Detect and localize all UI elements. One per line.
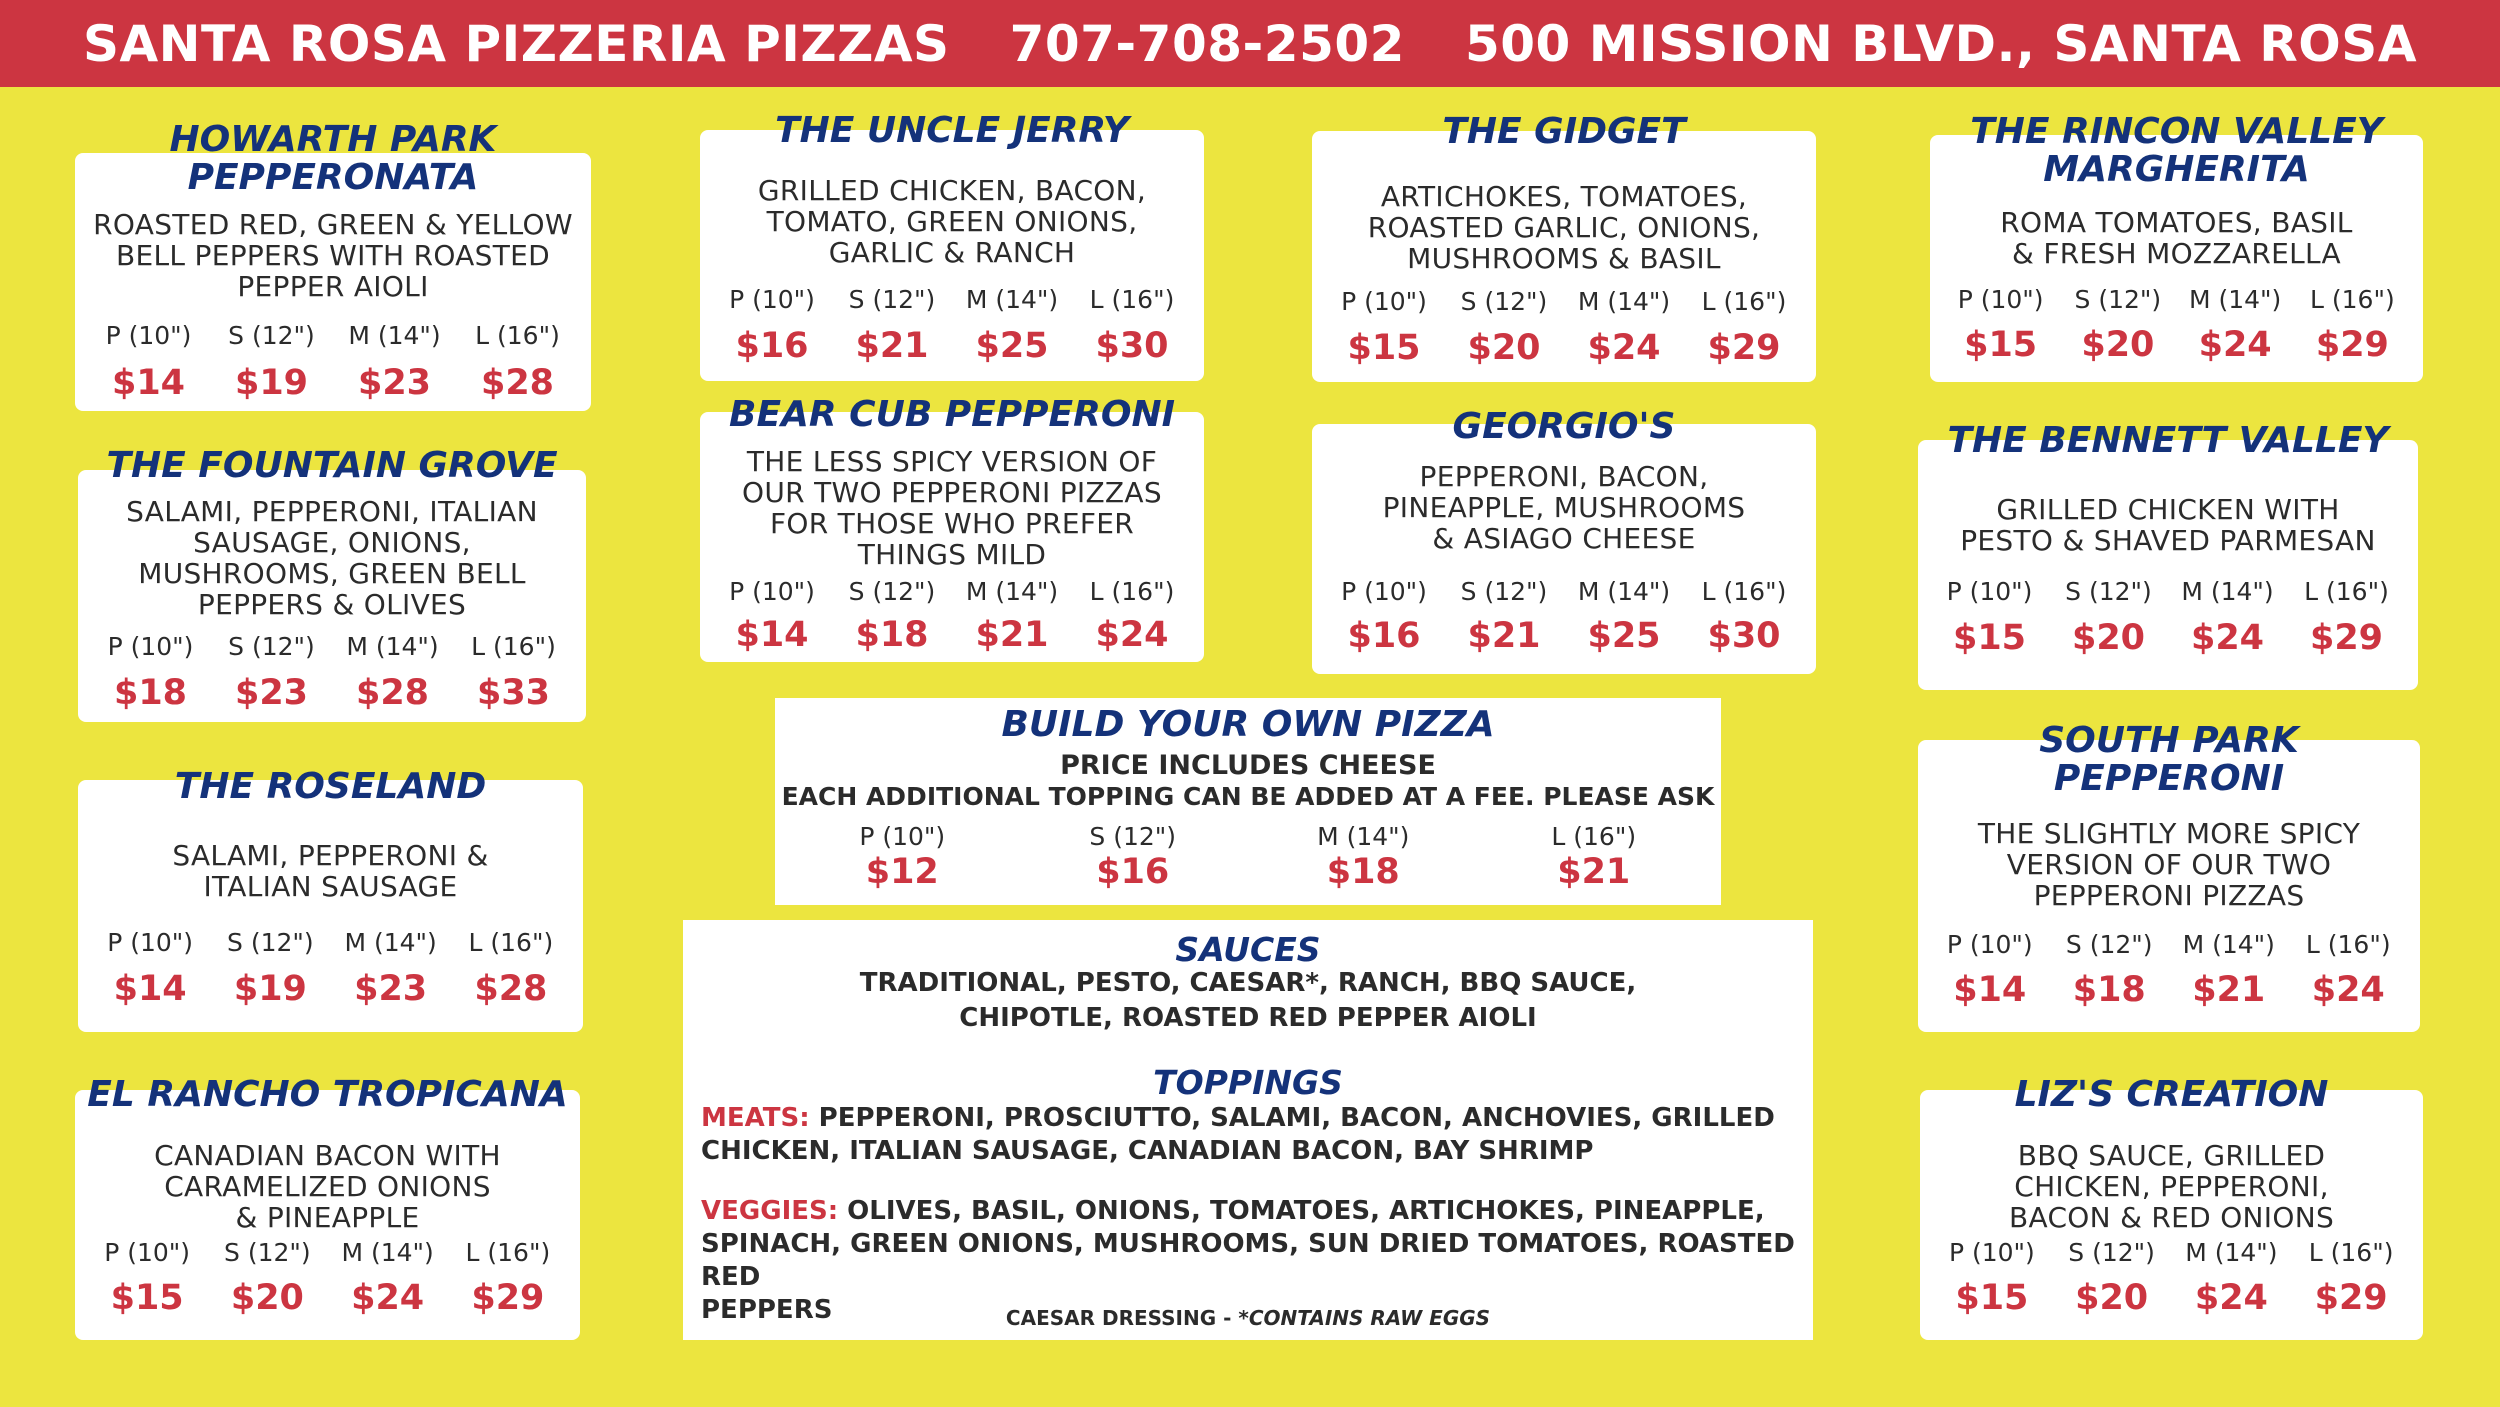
byo-subtitle: PRICE INCLUDES CHEESE	[1060, 750, 1436, 781]
caesar-footnote: CAESAR DRESSING - *CONTAINS RAW EGGS	[1005, 1306, 1491, 1330]
price-row: $15 $20 $24 $29	[1955, 1278, 2388, 1318]
pizza-description: THE SLIGHTLY MORE SPICY VERSION OF OUR TWO PEPPERONI PIZZAS	[1977, 817, 2361, 912]
price-row: $14 $18 $21 $24	[735, 615, 1169, 655]
pizza-description: THE LESS SPICY VERSION OF OUR TWO PEPPERONI PIZZAS FOR THOSE WHO PREFER THINGS MILD	[742, 445, 1162, 571]
price-row: $15 $20 $24 $29	[1964, 325, 2389, 365]
sauces-list-line1: TRADITIONAL, PESTO, CAESAR*, RANCH, BBQ SAUCE,	[859, 968, 1637, 998]
price-row: $15 $20 $24 $29	[1347, 328, 1781, 368]
byo-title: BUILD YOUR OWN PIZZA	[1001, 704, 1495, 745]
size-labels: P (10") S (12") M (14") L (16")	[1341, 287, 1787, 316]
size-labels: P (10") S (12") M (14") L (16")	[1341, 577, 1787, 606]
price-row: $18 $23 $28 $33	[113, 673, 551, 713]
build-your-own-card	[775, 698, 1721, 905]
pizza-card-rincon-valley	[1930, 111, 2423, 382]
pizza-description: GRILLED CHICKEN, BACON, TOMATO, GREEN ONIONS, GARLIC & RANCH	[757, 174, 1147, 269]
pizza-title: THE UNCLE JERRY	[775, 110, 1129, 151]
size-labels: P (10") S (12") M (14") L (16")	[859, 822, 1637, 851]
size-labels: P (10") S (12") M (14") L (16")	[1957, 285, 2395, 314]
price-row: $16 $21 $25 $30	[1347, 616, 1781, 656]
size-labels: P (10") S (12") M (14") L (16")	[104, 1238, 551, 1267]
pizza-card-gidget	[1312, 111, 1816, 382]
pizza-title: THE BENNETT VALLEY	[1947, 420, 2389, 461]
restaurant-name: SANTA ROSA PIZZERIA PIZZAS	[82, 14, 950, 73]
size-labels: P (10") S (12") M (14") L (16")	[729, 577, 1175, 606]
pizza-description: CANADIAN BACON WITH CARAMELIZED ONIONS & PINEAPPLE	[154, 1139, 501, 1234]
pizza-title: THE RINCON VALLEY	[1970, 111, 2383, 152]
pizza-title-line2: PEPPERONI	[2053, 758, 2285, 799]
pizza-description: GRILLED CHICKEN WITH PESTO & SHAVED PARMESAN	[1960, 493, 2376, 557]
address: 500 MISSION BLVD., SANTA ROSA	[1464, 14, 2418, 73]
pizza-description: PEPPERONI, BACON, PINEAPPLE, MUSHROOMS & ASIAGO CHEESE	[1382, 460, 1746, 555]
pizza-card-lizs-creation	[1920, 1074, 2423, 1340]
pizza-title: THE GIDGET	[1442, 111, 1686, 152]
byo-note: EACH ADDITIONAL TOPPING CAN BE ADDED AT A FEE. PLEASE ASK	[781, 782, 1715, 811]
size-labels: P (10") S (12") M (14") L (16")	[1946, 930, 2391, 959]
size-labels: P (10") S (12") M (14") L (16")	[729, 285, 1175, 314]
toppings-title: TOPPINGS	[1153, 1063, 1343, 1102]
pizza-card-roseland	[78, 766, 583, 1032]
pizza-description: ARTICHOKES, TOMATOES, ROASTED GARLIC, ONIONS, MUSHROOMS & BASIL	[1367, 180, 1761, 275]
pizza-title: LIZ'S CREATION	[2014, 1074, 2329, 1115]
veggies-list: VEGGIES: OLIVES, BASIL, ONIONS, TOMATOES, ARTICHOKES, PINEAPPLE, SPINACH, GREEN ONIONS, MUSHROOMS, SUN DRIED TOMATOES, ROASTED RED PEPPERS	[701, 1196, 1795, 1325]
pizza-card-bennett-valley	[1918, 420, 2418, 690]
header-bar	[0, 0, 2500, 87]
pizza-title: GEORGIO'S	[1452, 406, 1676, 447]
price-row: $16 $21 $25 $30	[735, 326, 1169, 366]
price-row: $14 $18 $21 $24	[1953, 970, 2385, 1010]
pizza-card-south-park	[1918, 720, 2420, 1032]
pizza-title: THE ROSELAND	[174, 766, 487, 807]
pizza-description: BBQ SAUCE, GRILLED CHICKEN, PEPPERONI, BACON & RED ONIONS	[2008, 1139, 2335, 1234]
sauces-title: SAUCES	[1175, 930, 1321, 969]
price-row: $15 $20 $24 $29	[110, 1278, 545, 1318]
size-labels: P (10") S (12") M (14") L (16")	[107, 928, 554, 957]
pizza-card-georgios	[1312, 406, 1816, 674]
price-row: $12 $16 $18 $21	[865, 852, 1631, 892]
sauces-list-line2: CHIPOTLE, ROASTED RED PEPPER AIOLI	[959, 1003, 1537, 1033]
meats-list: MEATS: PEPPERONI, PROSCIUTTO, SALAMI, BACON, ANCHOVIES, GRILLED CHICKEN, ITALIAN SAUSAGE, CANADIAN BACON, BAY SHRIMP	[701, 1103, 1775, 1166]
pizza-title: HOWARTH PARK	[169, 119, 497, 160]
price-row: $15 $20 $24 $29	[1952, 618, 2384, 658]
pizza-description: ROMA TOMATOES, BASIL & FRESH MOZZARELLA	[2000, 206, 2353, 270]
pizza-description: SALAMI, PEPPERONI, ITALIAN SAUSAGE, ONIONS, MUSHROOMS, GREEN BELL PEPPERS & OLIVES	[126, 495, 538, 621]
pizza-description: SALAMI, PEPPERONI & ITALIAN SAUSAGE	[172, 839, 489, 903]
size-labels: P (10") S (12") M (14") L (16")	[105, 321, 560, 350]
pizza-card-bear-cub	[700, 394, 1204, 662]
pizza-card-howarth	[75, 119, 591, 411]
pizza-title: THE FOUNTAIN GROVE	[106, 445, 558, 486]
pizza-title: SOUTH PARK	[2039, 720, 2299, 761]
pizza-title: BEAR CUB PEPPERONI	[729, 394, 1175, 435]
size-labels: P (10") S (12") M (14") L (16")	[107, 632, 556, 661]
size-labels: P (10") S (12") M (14") L (16")	[1948, 1238, 2394, 1267]
size-labels: P (10") S (12") M (14") L (16")	[1946, 577, 2389, 606]
veggies-label: VEGGIES:	[701, 1196, 839, 1226]
pizza-card-uncle-jerry	[700, 110, 1204, 381]
pizza-description: ROASTED RED, GREEN & YELLOW BELL PEPPERS WITH ROASTED PEPPER AIOLI	[93, 208, 573, 303]
sauces-toppings-card	[683, 920, 1813, 1340]
pizza-title: EL RANCHO TROPICANA	[87, 1074, 568, 1115]
pizza-card-fountain-grove	[78, 445, 586, 722]
price-row: $14 $19 $23 $28	[111, 363, 555, 403]
phone-number: 707-708-2502	[1009, 14, 1405, 73]
pizza-title-line2: PEPPERONATA	[187, 157, 479, 198]
pizza-title-line2: MARGHERITA	[2043, 149, 2310, 190]
meats-label: MEATS:	[701, 1103, 810, 1133]
pizza-card-el-rancho	[75, 1074, 580, 1340]
price-row: $14 $19 $23 $28	[113, 969, 548, 1009]
